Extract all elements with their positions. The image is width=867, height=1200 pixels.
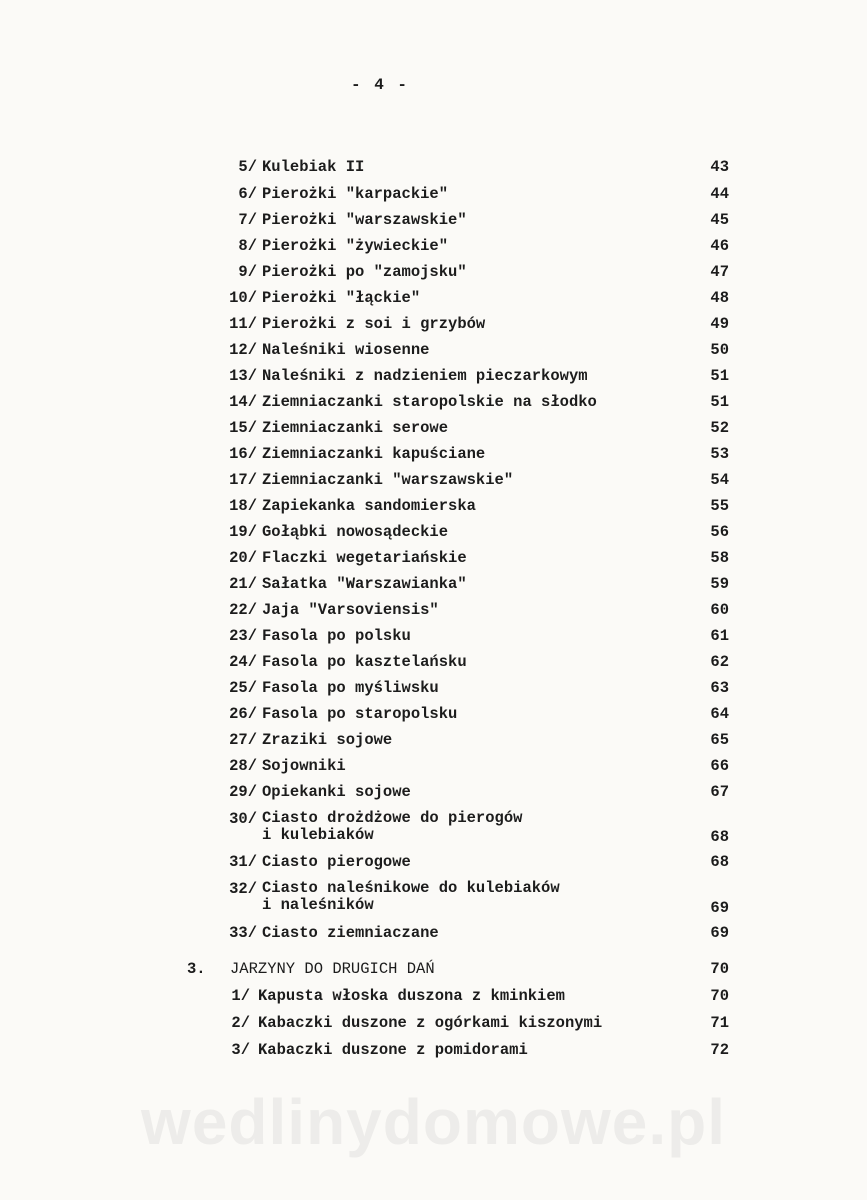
entry-number: 6/ xyxy=(238,185,257,203)
entry-title-line1: Ciasto naleśnikowe do kulebiaków xyxy=(262,879,560,897)
entry-page: 60 xyxy=(710,601,729,619)
entry-title: Ziemniaczanki kapuściane xyxy=(262,445,486,463)
entry-title: Fasola po kasztelańsku xyxy=(262,653,467,671)
page-number: - 4 - xyxy=(350,76,409,94)
entry-number: 29/ xyxy=(229,783,257,801)
entry-page: 45 xyxy=(710,211,729,229)
entry-page: 72 xyxy=(710,1041,729,1059)
entry-page: 62 xyxy=(710,653,729,671)
section-title: JARZYNY DO DRUGICH DAŃ xyxy=(230,960,435,978)
entry-number: 33/ xyxy=(229,924,257,942)
entry-title: Flaczki wegetariańskie xyxy=(262,549,467,567)
entry-number: 26/ xyxy=(229,705,257,723)
entry-page: 51 xyxy=(710,393,729,411)
entry-number: 8/ xyxy=(238,237,257,255)
entry-number: 3/ xyxy=(231,1041,250,1059)
entry-page: 61 xyxy=(710,627,729,645)
entry-title: Pierożki "karpackie" xyxy=(262,185,449,203)
entry-title: Fasola po polsku xyxy=(262,627,411,645)
entry-title: Zraziki sojowe xyxy=(262,731,393,749)
entry-title-line1: Ciasto drożdżowe do pierogów xyxy=(262,809,523,827)
entry-number: 12/ xyxy=(229,341,257,359)
entry-title-line2: i naleśników xyxy=(262,896,374,914)
entry-title: Fasola po staropolsku xyxy=(262,705,458,723)
entry-page: 47 xyxy=(710,263,729,281)
entry-page: 51 xyxy=(710,367,729,385)
entry-title xyxy=(262,810,522,844)
entry-title: Ziemniaczanki staropolskie na słodko xyxy=(262,393,597,411)
entry-number: 16/ xyxy=(229,445,257,463)
entry-number: 24/ xyxy=(229,653,257,671)
entry-title xyxy=(262,880,560,914)
entry-title: Pierożki "warszawskie" xyxy=(262,211,467,229)
entry-number: 11/ xyxy=(229,315,257,333)
entry-title: Pierożki "łąckie" xyxy=(262,289,421,307)
entry-title: Pierożki "żywieckie" xyxy=(262,237,449,255)
entry-title: Ciasto pierogowe xyxy=(262,853,411,871)
entry-number: 18/ xyxy=(229,497,257,515)
entry-title: Opiekanki sojowe xyxy=(262,783,411,801)
entry-number: 21/ xyxy=(229,575,257,593)
entry-number: 30/ xyxy=(229,810,257,828)
entry-title: Sałatka "Warszawianka" xyxy=(262,575,467,593)
entry-number: 27/ xyxy=(229,731,257,749)
watermark: wedlinydomowe.pl xyxy=(141,1086,726,1158)
entry-title: Kapusta włoska duszona z kminkiem xyxy=(258,987,565,1005)
entry-page: 66 xyxy=(710,757,729,775)
entry-number: 5/ xyxy=(238,158,257,176)
entry-title-line2: i kulebiaków xyxy=(262,826,374,844)
entry-page: 46 xyxy=(710,237,729,255)
entry-title: Ziemniaczanki serowe xyxy=(262,419,449,437)
entry-title: Ziemniaczanki "warszawskie" xyxy=(262,471,514,489)
entry-title: Ciasto ziemniaczane xyxy=(262,924,439,942)
entry-title: Naleśniki z nadzieniem pieczarkowym xyxy=(262,367,588,385)
entry-page: 44 xyxy=(710,185,729,203)
entry-page: 43 xyxy=(710,158,729,176)
entry-page: 68 xyxy=(710,853,729,871)
entry-page: 59 xyxy=(710,575,729,593)
entry-page: 63 xyxy=(710,679,729,697)
entry-page: 52 xyxy=(710,419,729,437)
entry-number: 13/ xyxy=(229,367,257,385)
entry-number: 25/ xyxy=(229,679,257,697)
entry-title: Pierożki z soi i grzybów xyxy=(262,315,486,333)
entry-page: 69 xyxy=(710,899,729,917)
entry-page: 65 xyxy=(710,731,729,749)
entry-number: 23/ xyxy=(229,627,257,645)
entry-number: 10/ xyxy=(229,289,257,307)
entry-page: 48 xyxy=(710,289,729,307)
entry-page: 71 xyxy=(710,1014,729,1032)
entry-number: 32/ xyxy=(229,880,257,898)
entry-number: 22/ xyxy=(229,601,257,619)
entry-page: 64 xyxy=(710,705,729,723)
section-number: 3. xyxy=(187,960,206,978)
entry-title: Fasola po myśliwsku xyxy=(262,679,439,697)
entry-page: 58 xyxy=(710,549,729,567)
entry-number: 28/ xyxy=(229,757,257,775)
entry-title: Naleśniki wiosenne xyxy=(262,341,430,359)
entry-number: 1/ xyxy=(231,987,250,1005)
entry-page: 49 xyxy=(710,315,729,333)
entry-title: Kulebiak II xyxy=(262,158,365,176)
entry-number: 9/ xyxy=(238,263,257,281)
entry-number: 31/ xyxy=(229,853,257,871)
section-page: 70 xyxy=(710,960,729,978)
entry-number: 19/ xyxy=(229,523,257,541)
entry-title: Kabaczki duszone z pomidorami xyxy=(258,1041,528,1059)
entry-number: 2/ xyxy=(231,1014,250,1032)
entry-page: 69 xyxy=(710,924,729,942)
entry-number: 7/ xyxy=(238,211,257,229)
entry-title: Jaja "Varsoviensis" xyxy=(262,601,439,619)
entry-title: Gołąbki nowosądeckie xyxy=(262,523,449,541)
entry-number: 20/ xyxy=(229,549,257,567)
entry-page: 53 xyxy=(710,445,729,463)
entry-number: 17/ xyxy=(229,471,257,489)
entry-page: 68 xyxy=(710,828,729,846)
entry-number: 15/ xyxy=(229,419,257,437)
entry-number: 14/ xyxy=(229,393,257,411)
entry-page: 56 xyxy=(710,523,729,541)
entry-title: Kabaczki duszone z ogórkami kiszonymi xyxy=(258,1014,603,1032)
entry-page: 55 xyxy=(710,497,729,515)
entry-title: Pierożki po "zamojsku" xyxy=(262,263,467,281)
entry-title: Zapiekanka sandomierska xyxy=(262,497,476,515)
entry-page: 67 xyxy=(710,783,729,801)
entry-page: 50 xyxy=(710,341,729,359)
entry-title: Sojowniki xyxy=(262,757,346,775)
entry-page: 70 xyxy=(710,987,729,1005)
entry-page: 54 xyxy=(710,471,729,489)
